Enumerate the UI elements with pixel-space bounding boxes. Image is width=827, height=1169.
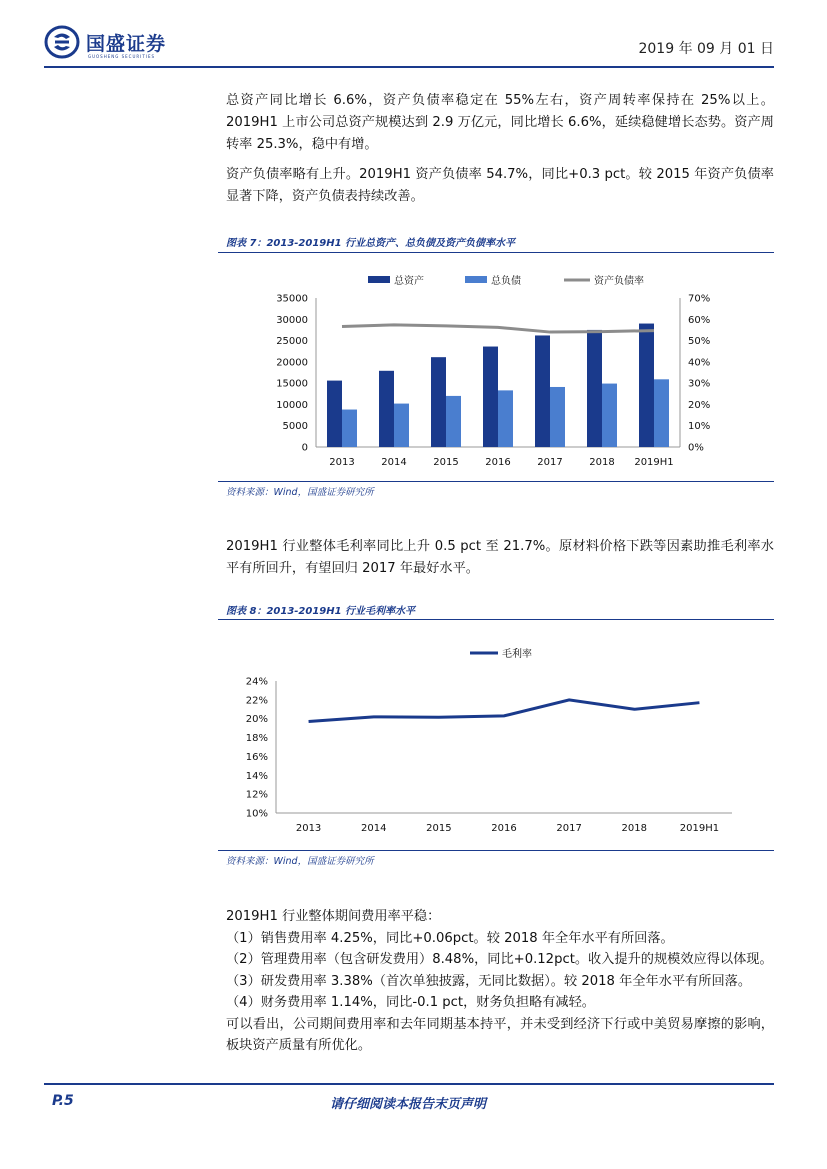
footer-divider [44,1083,774,1085]
bar-total-assets [639,324,654,447]
x-tick-label: 2015 [433,457,459,468]
list-intro: 2019H1 行业整体期间费用率平稳： [226,909,441,924]
y-tick-label: 16% [245,751,268,763]
y-tick-label: 0 [301,442,308,454]
paragraph-leverage: 资产负债率略有上升。2019H1 资产负债率 54.7%，同比+0.3 pct。较 2015 年资产负债率显著下降，资产负债表持续改善。 [226,167,774,204]
legend-label: 总负债 [491,276,521,287]
y2-tick-label: 10% [688,421,711,433]
company-name-en: GUOSHENG SECURITIES [88,54,156,59]
figure-8-source: 资料来源：Wind，国盛证券研究所 [226,856,374,867]
y-tick-label: 10000 [276,399,308,411]
figure-7-title: 图表 7：2013-2019H1 行业总资产、总负债及资产负债率水平 [226,238,516,249]
y-tick-label: 14% [245,770,268,782]
figure-8-top-rule [218,619,774,620]
bar-total-liabilities [342,410,357,447]
x-tick-label: 2017 [537,457,563,468]
guosheng-logo-icon [44,25,80,59]
x-tick-label: 2016 [485,457,511,468]
x-tick-label: 2018 [589,457,615,468]
y2-tick-label: 60% [688,314,711,326]
bar-total-liabilities [550,387,565,447]
legend-swatch [465,276,487,283]
bar-total-liabilities [602,384,617,447]
bar-total-liabilities [498,390,513,447]
y2-tick-label: 70% [688,293,711,305]
x-tick-label: 2013 [295,823,322,834]
bar-total-assets [535,335,550,447]
y2-tick-label: 40% [688,357,711,369]
list-conclusion: 可以看出，公司期间费用率和去年同期基本持平，并未受到经济下行或中美贸易摩擦的影响，板块资产质量有所优化。 [226,1016,774,1053]
list-item-rnd: （3）研发费用率 3.38%（首次单独披露，无同比数据）。较 2018 年全年水平有所回落。 [226,973,752,989]
x-tick-label: 2015 [426,823,452,834]
figure-7-bottom-rule [218,481,774,482]
x-tick-label: 2017 [556,823,582,834]
legend-label: 毛利率 [502,649,532,660]
y2-tick-label: 30% [688,378,711,390]
y-tick-label: 35000 [276,293,308,305]
y2-tick-label: 50% [688,336,711,348]
x-tick-label: 2019H1 [634,457,674,468]
x-tick-label: 2014 [381,457,407,468]
bar-total-assets [379,371,394,447]
y-tick-label: 12% [245,789,268,801]
y-tick-label: 5000 [282,421,308,433]
bar-total-liabilities [394,404,409,447]
company-name: 国盛证券 [86,32,167,55]
disclaimer-note: 请仔细阅读本报告末页声明 [330,1097,487,1112]
header-divider [44,66,774,68]
x-tick-label: 2018 [621,823,648,834]
y-tick-label: 25000 [276,336,308,348]
y2-tick-label: 20% [688,399,711,411]
bar-total-assets [587,330,602,447]
figure-8-chart [218,634,774,844]
bar-total-assets [327,381,342,447]
expense-ratio-list [226,906,774,1057]
x-tick-label: 2013 [329,457,355,468]
paragraph-assets: 总资产同比增长 6.6%，资产负债率稳定在 55%左右，资产周转率保持在 25%以上。2019H1 上市公司总资产规模达到 2.9 万亿元，同比增长 6.6%，延续稳健增长态势。资产周转率 25.3%，稳中有增。 [226,93,774,152]
legend-label: 资产负债率 [594,276,644,287]
y-tick-label: 22% [245,695,268,707]
legend-label: 总资产 [394,276,424,287]
x-tick-label: 2016 [491,823,517,834]
legend-swatch [368,276,390,283]
page-header [44,24,774,64]
list-item-selling: （1）销售费用率 4.25%，同比+0.06pct。较 2018 年全年水平有所回落。 [226,930,674,946]
y2-tick-label: 0% [688,442,704,454]
y-tick-label: 18% [245,733,268,745]
page-number: P.5 [52,1093,74,1109]
y-tick-label: 20% [245,714,268,726]
bar-total-assets [483,347,498,447]
figure-7-top-rule [218,252,774,253]
list-item-admin: （2）管理费用率（包含研发费用）8.48%，同比+0.12pct。收入提升的规模效应得以体现。 [226,952,773,967]
x-tick-label: 2014 [360,823,387,834]
figure-8-bottom-rule [218,850,774,851]
y-tick-label: 15000 [276,378,308,390]
bar-total-liabilities [654,379,669,447]
x-tick-label: 2019H1 [679,823,720,834]
y-tick-label: 10% [245,808,268,820]
paragraph-gross-margin: 2019H1 行业整体毛利率同比上升 0.5 pct 至 21.7%。原材料价格下跌等因素助推毛利率水平有所回升，有望回归 2017 年最好水平。 [226,539,774,576]
y-tick-label: 24% [245,676,268,688]
line-gross-margin [309,700,700,722]
y-tick-label: 20000 [276,357,308,369]
report-date: 2019 年 09 月 01 日 [638,41,774,57]
y-tick-label: 30000 [276,314,308,326]
bar-total-liabilities [446,396,461,447]
figure-7-chart [218,262,774,476]
figure-8-title: 图表 8：2013-2019H1 行业毛利率水平 [226,606,416,617]
bar-total-assets [431,357,446,447]
figure-7-source: 资料来源：Wind，国盛证券研究所 [226,487,374,498]
list-item-finance: （4）财务费用率 1.14%，同比-0.1 pct，财务负担略有减轻。 [226,995,595,1010]
line-debt-ratio [342,325,654,332]
